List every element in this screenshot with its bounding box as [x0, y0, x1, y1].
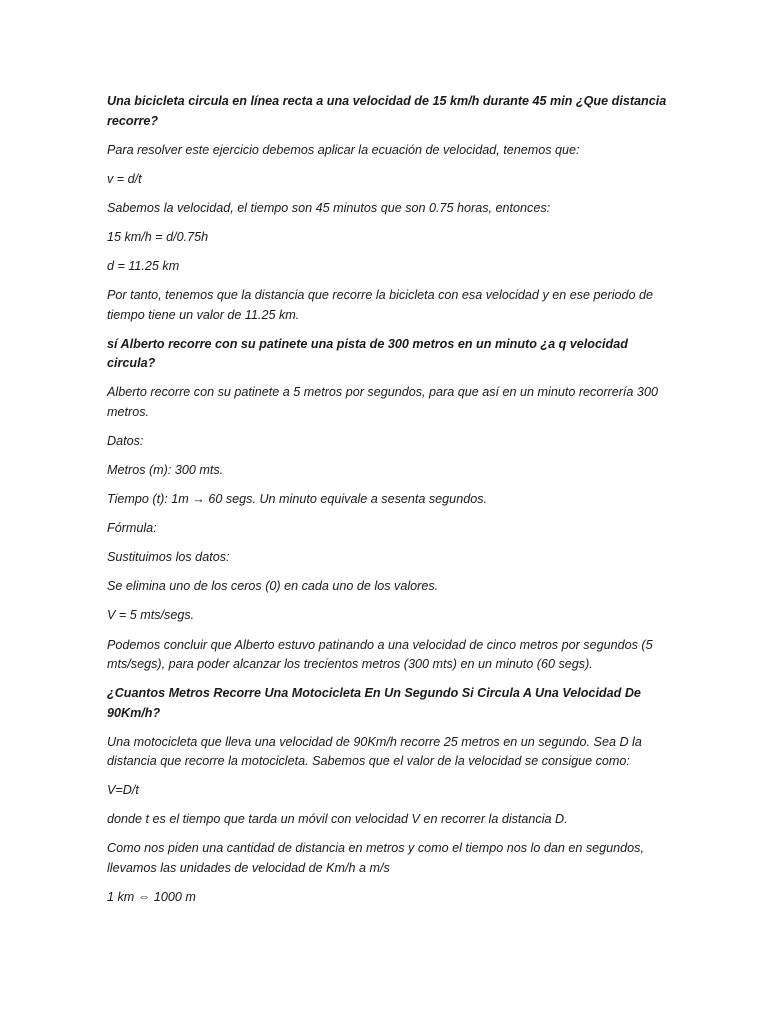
paragraph: Sabemos la velocidad, el tiempo son 45 minutos que son 0.75 horas, entonces: [107, 200, 551, 215]
paragraph: Alberto recorre con su patinete a 5 metros por segundos, para que así en un minuto recorrería 300 metros. [107, 385, 658, 419]
formula: 15 km/h = d/0.75h [107, 229, 209, 244]
question-1: Una bicicleta circula en línea recta a una velocidad de 15 km/h durante 45 min ¿Que distancia recorre? [107, 94, 667, 128]
question-3: ¿Cuantos Metros Recorre Una Motocicleta En Un Segundo Si Circula A Una Velocidad De 90Km/h? [107, 686, 641, 720]
paragraph: Sustituimos los datos: [107, 550, 230, 565]
paragraph: Fórmula: [107, 521, 157, 536]
paragraph: Por tanto, tenemos que la distancia que recorre la bicicleta con esa velocidad y en ese periodo de tiempo tiene un valor de 11.25 km. [107, 288, 654, 322]
question-2: sí Alberto recorre con su patinete una pista de 300 metros en un minuto ¿a q velocidad circula? [107, 336, 628, 371]
paragraph: Para resolver este ejercicio debemos aplicar la ecuación de velocidad, tenemos que: [107, 142, 580, 157]
paragraph: Metros (m): 300 mts. [107, 462, 224, 477]
paragraph: Datos: [107, 433, 144, 448]
paragraph: donde t es el tiempo que tarda un móvil con velocidad V en recorrer la distancia D. [107, 812, 568, 827]
paragraph: Como nos piden una cantidad de distancia en metros y como el tiempo nos lo dan en segundos, llevamos las unidades de velocidad de Km/h a m/s [107, 841, 644, 875]
formula: 1 km ⇔ 1000 m [107, 890, 196, 905]
paragraph: Tiempo (t): 1m → 60 segs. Un minuto equivale a sesenta segundos. [107, 492, 487, 507]
paragraph: Se elimina uno de los ceros (0) en cada uno de los valores. [107, 579, 439, 594]
paragraph: Podemos concluir que Alberto estuvo patinando a una velocidad de cinco metros por segundos (5 mts/segs), para poder alcanzar los trecientos metros (300 mts) en un minuto (60 segs). [107, 637, 653, 671]
formula: V=D/t [107, 783, 139, 798]
formula: d = 11.25 km [107, 258, 180, 273]
formula: v = d/t [107, 171, 142, 186]
paragraph: Una motocicleta que lleva una velocidad de 90Km/h recorre 25 metros en un segundo. Sea D la distancia que recorre la motocicleta. Sabemos que el valor de la velocidad se consigue como: [107, 734, 642, 769]
document-body [107, 92, 667, 917]
formula: V = 5 mts/segs. [107, 608, 195, 623]
